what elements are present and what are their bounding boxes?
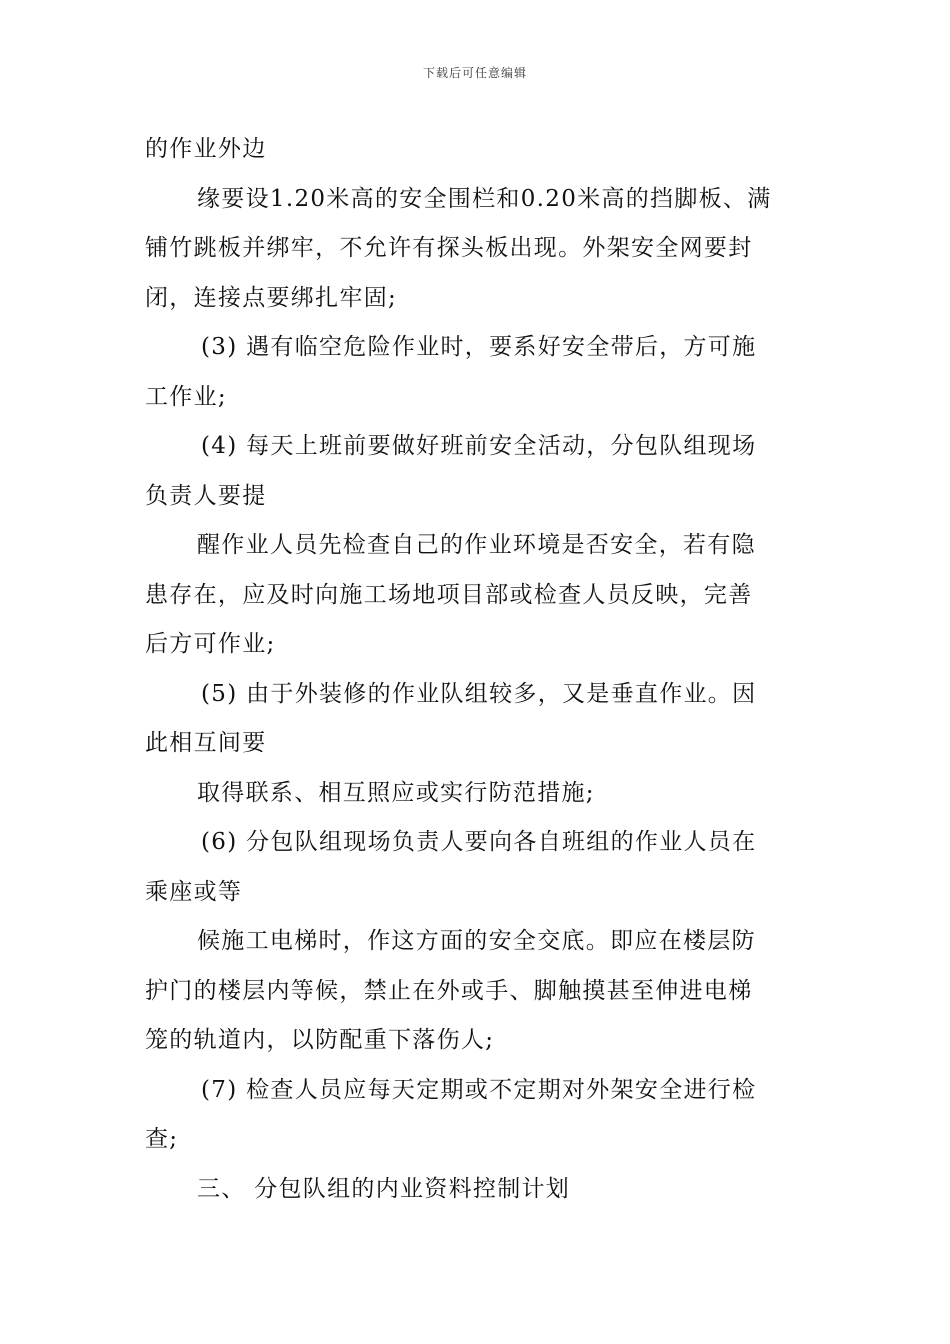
- text-line: 候施工电梯时，作这方面的安全交底。即应在楼层防: [197, 928, 756, 954]
- text-line: 此相互间要: [145, 730, 267, 756]
- text-line: 笼的轨道内，以防配重下落伤人;: [145, 1027, 495, 1053]
- text-line: 查;: [145, 1126, 179, 1152]
- text-line: 乘座或等: [145, 878, 243, 905]
- text-line: 患存在，应及时向施工场地项目部或检查人员反映，完善: [145, 581, 753, 608]
- text-line: (7) 检查人员应每天定期或不定期对外架安全进行检: [201, 1076, 757, 1103]
- text-line: 负责人要提: [145, 482, 267, 509]
- text-line: 铺竹跳板并绑牢，不允许有探头板出现。外架安全网要封: [145, 235, 753, 261]
- text-line: 醒作业人员先检查自己的作业环境是否安全，若有隐: [197, 532, 756, 558]
- text-line: 的作业外边: [145, 136, 267, 162]
- text-line: 后方可作业;: [145, 631, 276, 657]
- text-line: 闭，连接点要绑扎牢固;: [145, 284, 398, 311]
- text-line: 缘要设1.20米高的安全围栏和0.20米高的挡脚板、满: [197, 185, 772, 212]
- text-line: (3) 遇有临空危险作业时，要系好安全带后，方可施: [201, 334, 757, 360]
- document-body: [145, 125, 810, 1214]
- text-line: 取得联系、相互照应或实行防范措施;: [197, 779, 595, 806]
- section-heading: 三、 分包队组的内业资料控制计划: [197, 1175, 571, 1202]
- text-line: 护门的楼层内等候，禁止在外或手、脚触摸甚至伸进电梯: [145, 977, 753, 1004]
- page-header: 下载后可任意编辑: [422, 66, 527, 80]
- text-line: (6) 分包队组现场负责人要向各自班组的作业人员在: [201, 829, 757, 855]
- text-line: (5) 由于外装修的作业队组较多，又是垂直作业。因: [201, 680, 757, 707]
- text-line: (4) 每天上班前要做好班前安全活动，分包队组现场: [201, 433, 757, 459]
- text-line: 工作业;: [145, 383, 227, 410]
